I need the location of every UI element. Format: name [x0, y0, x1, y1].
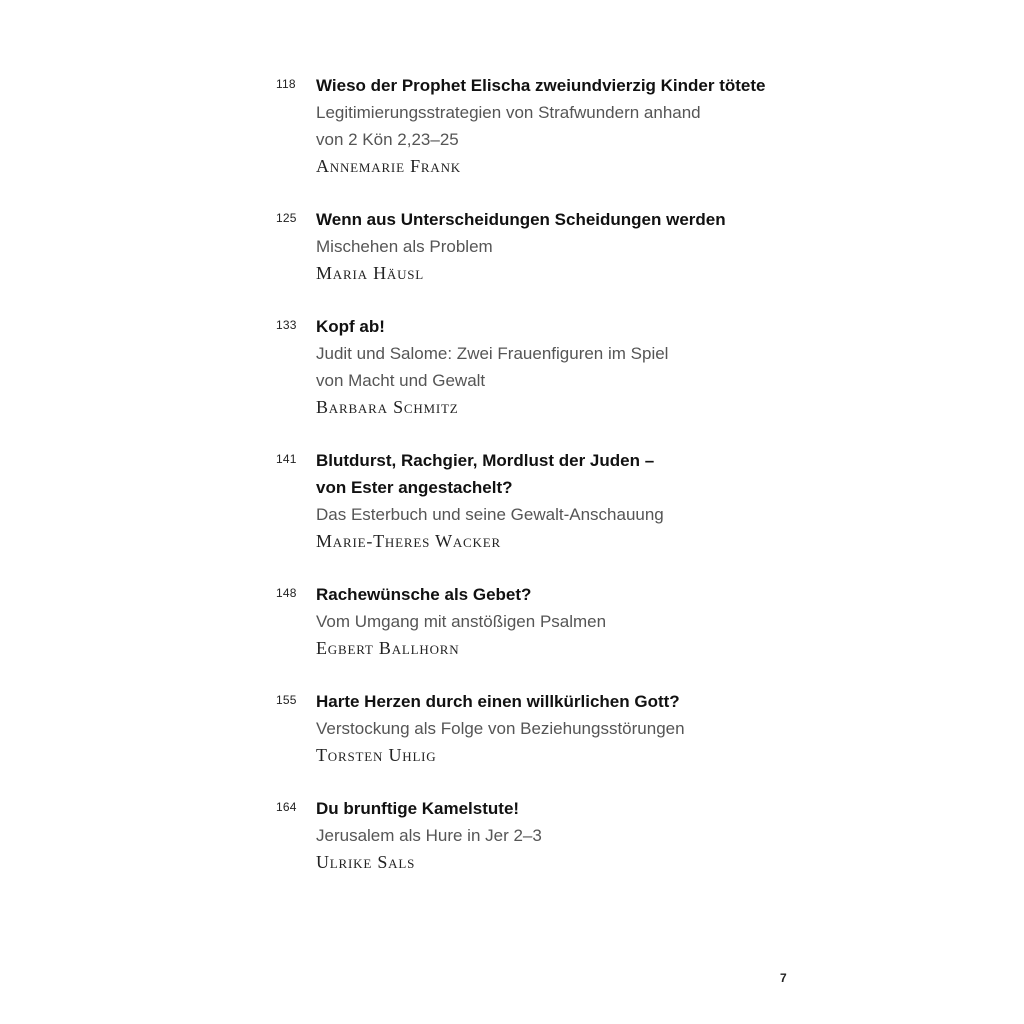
- toc-title: Kopf ab!: [316, 317, 385, 336]
- toc-title: Rachewünsche als Gebet?: [316, 585, 532, 604]
- toc-title: Du brunftige Kamelstute!: [316, 799, 520, 818]
- toc-page-number: 148: [276, 586, 297, 600]
- toc-subtitle: Judit und Salome: Zwei Frauenfiguren im Spiel von Macht und Gewalt: [316, 344, 669, 390]
- toc-entry: [276, 206, 836, 287]
- toc-author: Annemarie Frank: [316, 156, 461, 176]
- toc-entry: [276, 447, 836, 555]
- toc-subtitle: Vom Umgang mit anstößigen Psalmen: [316, 612, 607, 631]
- toc-entry: [276, 581, 836, 662]
- toc-title: Wenn aus Unterscheidungen Scheidungen werden: [316, 210, 726, 229]
- table-of-contents: [276, 72, 836, 902]
- toc-page-number: 125: [276, 211, 297, 225]
- toc-page-number: 141: [276, 452, 297, 466]
- toc-entry: [276, 313, 836, 421]
- toc-author: Barbara Schmitz: [316, 397, 459, 417]
- toc-author: Ulrike Sals: [316, 852, 416, 872]
- toc-page-number: 118: [276, 77, 296, 91]
- toc-page-number: 155: [276, 693, 297, 707]
- toc-subtitle: Mischehen als Problem: [316, 237, 493, 256]
- toc-title: Blutdurst, Rachgier, Mordlust der Juden – von Ester angestachelt?: [316, 451, 655, 497]
- page-number-folio: 7: [780, 971, 787, 985]
- toc-author: Marie-Theres Wacker: [316, 531, 501, 551]
- toc-page-number: 164: [276, 800, 297, 814]
- toc-subtitle: Das Esterbuch und seine Gewalt-Anschauung: [316, 505, 664, 524]
- toc-page-number: 133: [276, 318, 297, 332]
- toc-author: Torsten Uhlig: [316, 745, 437, 765]
- toc-subtitle: Legitimierungsstrategien von Strafwundern anhand von 2 Kön 2,23–25: [316, 103, 701, 149]
- toc-title: Harte Herzen durch einen willkürlichen Gott?: [316, 692, 680, 711]
- toc-author: Maria Häusl: [316, 263, 425, 283]
- toc-author: Egbert Ballhorn: [316, 638, 460, 658]
- toc-entry: [276, 72, 836, 180]
- toc-entry: [276, 688, 836, 769]
- toc-entry: [276, 795, 836, 876]
- toc-subtitle: Jerusalem als Hure in Jer 2–3: [316, 826, 542, 845]
- toc-subtitle: Verstockung als Folge von Beziehungsstörungen: [316, 719, 685, 738]
- toc-title: Wieso der Prophet Elischa zweiundvierzig Kinder tötete: [316, 76, 766, 95]
